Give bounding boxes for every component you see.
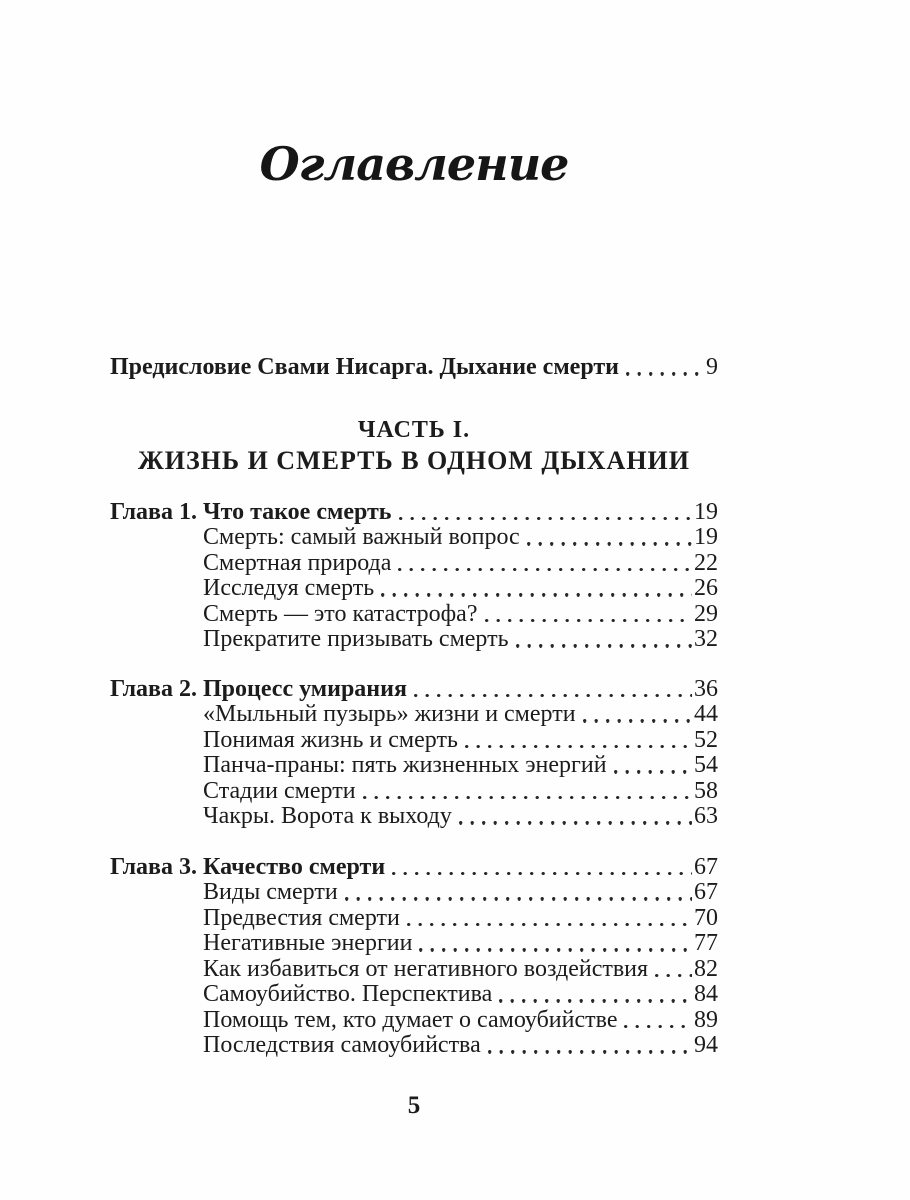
dot-leader [414, 694, 692, 697]
entry-page-number: 77 [694, 930, 718, 956]
chapter-block-2 [110, 677, 718, 830]
dot-leader [459, 821, 692, 824]
dot-leader [655, 974, 692, 977]
entry-title: Смертная природа [203, 549, 392, 576]
chapter-label: Глава 1. [110, 498, 197, 525]
toc-chapter-row [110, 500, 718, 526]
dot-leader [392, 872, 692, 875]
dot-leader [465, 745, 692, 748]
entry-title: Последствия самоубийства [203, 1032, 481, 1058]
entry-title: Смерть: самый важный вопрос [203, 524, 520, 550]
toc-chapter-row [110, 855, 718, 881]
toc-entry-row [110, 576, 718, 602]
entry-title: Смерть — это катастрофа? [203, 600, 478, 627]
entry-page-number: 22 [694, 549, 718, 576]
dot-leader [381, 593, 692, 596]
dot-leader [527, 542, 692, 545]
entry-title: Стадии смерти [203, 777, 356, 804]
toc-entry-row [110, 702, 718, 728]
entry-page-number: 63 [694, 803, 718, 829]
entry-title: Как избавиться от негативного воздействия [203, 955, 649, 982]
toc-entry-row [110, 525, 718, 551]
entry-page-number: 67 [694, 853, 718, 880]
entry-page-number: 19 [694, 524, 718, 550]
entry-title: Чакры. Ворота к выходу [203, 803, 452, 829]
entry-page-number: 9 [706, 354, 718, 380]
page-title: Оглавление [259, 137, 569, 191]
toc-entry-row [110, 982, 718, 1008]
entry-title: Панча-праны: пять жизненных энергий [203, 752, 607, 778]
toc-entry-row [110, 1033, 718, 1059]
dot-leader [614, 770, 692, 773]
dot-leader [407, 923, 692, 926]
dot-leader [399, 517, 693, 520]
toc-entry-row [110, 957, 718, 983]
entry-title: Предвестия смерти [203, 904, 400, 931]
entry-title: Виды смерти [203, 879, 338, 905]
toc-entry-row [110, 602, 718, 628]
footer-page-number: 5 [407, 1091, 421, 1119]
toc-entry-row [110, 779, 718, 805]
entry-page-number: 19 [694, 498, 718, 525]
chapter-block-3 [110, 855, 718, 1059]
dot-leader [583, 719, 692, 722]
entry-page-number: 89 [694, 1006, 718, 1033]
dot-leader [624, 1025, 692, 1028]
entry-page-number: 26 [694, 575, 718, 601]
entry-page-number: 82 [694, 955, 718, 982]
entry-page-number: 84 [694, 981, 718, 1007]
toc-entry-row [110, 753, 718, 779]
entry-page-number: 70 [694, 904, 718, 931]
chapter-title: Процесс умирания [203, 675, 407, 702]
dot-leader [398, 568, 692, 571]
dot-leader [488, 1050, 692, 1053]
entry-title: Самоубийство. Перспектива [203, 981, 493, 1007]
toc-entry-row [110, 551, 718, 577]
part-heading [110, 415, 718, 477]
chapter-block-1 [110, 500, 718, 653]
entry-page-number: 54 [694, 752, 718, 778]
dot-leader [499, 999, 692, 1002]
toc-entry-row [110, 804, 718, 830]
entry-page-number: 52 [694, 726, 718, 753]
chapter-title: Качество смерти [203, 853, 386, 880]
dot-leader [516, 644, 692, 647]
dot-leader [363, 796, 692, 799]
dot-leader [419, 948, 692, 951]
entry-page-number: 67 [694, 879, 718, 905]
entry-title: Исследуя смерть [203, 575, 375, 601]
entry-page-number: 58 [694, 777, 718, 804]
entry-title: «Мыльный пузырь» жизни и смерти [203, 701, 576, 727]
entry-page-number: 36 [694, 675, 718, 702]
entry-title: Помощь тем, кто думает о самоубийстве [203, 1006, 618, 1033]
entry-page-number: 44 [694, 701, 718, 727]
toc-entry-preface [110, 355, 718, 381]
entry-page-number: 32 [694, 626, 718, 652]
chapter-title: Что такое смерть [203, 498, 392, 525]
dot-leader [485, 619, 693, 622]
chapter-label: Глава 2. [110, 675, 197, 702]
chapter-label: Глава 3. [110, 853, 197, 880]
toc-entry-row [110, 627, 718, 653]
toc-content [0, 138, 910, 1119]
toc-entry-row [110, 931, 718, 957]
toc-entry-row [110, 1008, 718, 1034]
dot-leader [345, 897, 692, 900]
toc-chapter-row [110, 677, 718, 703]
toc-entry-row [110, 728, 718, 754]
entry-title: Предисловие Свами Нисарга. Дыхание смерти [110, 354, 619, 380]
entry-title: Понимая жизнь и смерть [203, 726, 458, 753]
entry-page-number: 94 [694, 1032, 718, 1058]
part-title: ЖИЗНЬ И СМЕРТЬ В ОДНОМ ДЫХАНИИ [138, 445, 690, 475]
entry-title: Прекратите призывать смерть [203, 626, 509, 652]
entry-page-number: 29 [694, 600, 718, 627]
entry-title: Негативные энергии [203, 930, 413, 956]
toc-entry-row [110, 880, 718, 906]
part-number: ЧАСТЬ I. [357, 416, 471, 443]
dot-leader [626, 372, 704, 375]
toc-entry-row [110, 906, 718, 932]
